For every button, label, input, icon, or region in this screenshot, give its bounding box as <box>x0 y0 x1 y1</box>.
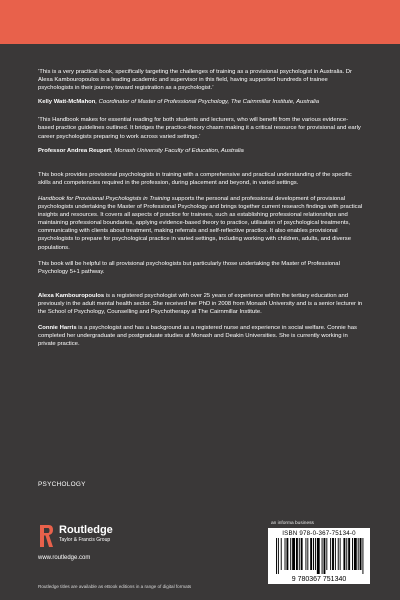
back-cover-text <box>38 68 364 356</box>
isbn-label: ISBN 978-0-367-75134-0 <box>282 530 356 537</box>
barcode-bar <box>346 538 347 570</box>
barcode-bar <box>343 538 345 570</box>
isbn-barcode <box>268 528 370 584</box>
publisher-name: Routledge <box>59 524 113 536</box>
publisher-url[interactable]: www.routledge.com <box>38 555 91 561</box>
barcode-bar <box>310 538 312 570</box>
barcode-bar <box>281 538 282 570</box>
review-quote-1: ‘This is a very practical book, specifically targeting the challenges of training as a provisional psychologist in Australia. Dr Alexa Kambouropoulos is a leading academic and supervisor in this field, having supported hundreds of trainee psychologists in their journey toward registration as a psychologist.’ <box>38 69 352 92</box>
barcode-bar <box>305 538 306 570</box>
barcode-bar <box>285 538 286 570</box>
barcode-bar <box>330 538 331 570</box>
publisher-logo <box>38 523 158 563</box>
barcode-bar <box>286 538 288 570</box>
barcode-bar <box>354 538 357 570</box>
description-body: Handbook for Provisional Psychologists in Training supports the personal and professional development of provisional psychologists undertaking the Master of Professional Psychology and brings together current research findings with practical insights and resources. It covers all aspects of practice for trainees, such as establishing professional relationships and maintaining professional boundaries, applying evidence-based theory to practice, utilisation of psychological treatments, communicating with clients about treatment, making referrals and self-reflective practice. It also enables provisional psychologists to prepare for psychological practice in varied settings, including working with children, adults, and diverse populations. <box>38 195 363 251</box>
review-attribution-2 <box>38 147 364 155</box>
reviewer-name: Professor Andrea Reupert <box>38 147 112 154</box>
barcode-bar <box>348 538 350 570</box>
review-attribution-1 <box>38 98 364 106</box>
barcode-bar <box>358 538 359 570</box>
barcode-bar <box>278 538 279 574</box>
barcode-bar <box>326 538 327 570</box>
author-bio-1: Alexa Kambouropoulos is a registered psychologist with over 25 years of experience within the tertiary education and previously in the adult mental health sector. She received her PhD in 2008 from Monash University and is a senior lecturer in the School of Psychology, Counselling and Psychotherapy at The Cairnmillar Institute. <box>38 292 363 315</box>
barcode-bar <box>362 538 363 574</box>
barcode-bar <box>360 538 362 570</box>
barcode-bar <box>301 538 303 570</box>
barcode-bar <box>313 538 314 570</box>
barcode-bar <box>322 538 323 574</box>
barcode-bar <box>332 538 334 570</box>
informa-tagline: an informa business <box>271 521 314 526</box>
reviewer-role: , Coordinator of Master of Professional Psychology, The Cairnmillar Institute, Australia <box>95 99 320 106</box>
barcode-bar <box>292 538 295 570</box>
barcode-bar <box>299 538 300 570</box>
publisher-group: Taylor & Francis Group <box>59 537 111 543</box>
description-audience: This book will be helpful to all provisional psychologists but particularly those undertaking the Master of Professional Psychology 5+1 pathway. <box>38 260 340 275</box>
author-name: Connie Harris <box>38 325 77 332</box>
barcode-bar <box>290 538 291 570</box>
description-intro: This book provides provisional psychologists in training with a comprehensive and practical understanding of the specific skills and competencies required in the profession, during placement and beyond, in varied settings. <box>38 171 352 186</box>
barcode-bar <box>317 538 320 574</box>
author-name: Alexa Kambouropoulos <box>38 292 105 299</box>
barcode-bar <box>315 538 316 570</box>
book-title: Handbook for Provisional Psychologists in Training <box>38 195 171 202</box>
barcode-bar <box>324 538 326 574</box>
reviewer-name: Kelly Watt-McMahon <box>38 99 96 106</box>
barcode-bar <box>352 538 353 570</box>
barcode-bar <box>276 538 277 574</box>
barcode-bar <box>340 538 341 570</box>
subject-category: PSYCHOLOGY <box>38 481 86 488</box>
reviewer-role: , Monash University Faculty of Education, Australia <box>111 147 244 154</box>
barcode-digits: 9 780367 751340 <box>291 576 347 583</box>
barcode-bar <box>335 538 336 570</box>
routledge-logo-icon <box>38 523 55 549</box>
barcode-bar <box>307 538 308 570</box>
author-bio-2: Connie Harris is a psychologist and has a background as a registered nurse and experience in social welfare. Connie has completed her undergraduate and postgraduate studies at Monash and Deakin Universities. She is currently working in private practice. <box>38 325 357 348</box>
review-quote-2: ‘This Handbook makes for essential reading for both students and lecturers, who will benefit from the various evidence-based practice guidelines outlined. It bridges the practice-theory chasm making it a critical resource for provisional and early career psychologists preparing to work across varied settings.’ <box>38 117 361 140</box>
footer-note: Routledge titles are available as eBook editions in a range of digital formats <box>38 584 192 589</box>
barcode-icon <box>268 538 370 584</box>
barcode-bar <box>296 538 298 570</box>
top-accent-band <box>0 0 400 44</box>
barcode-bar <box>338 538 339 570</box>
